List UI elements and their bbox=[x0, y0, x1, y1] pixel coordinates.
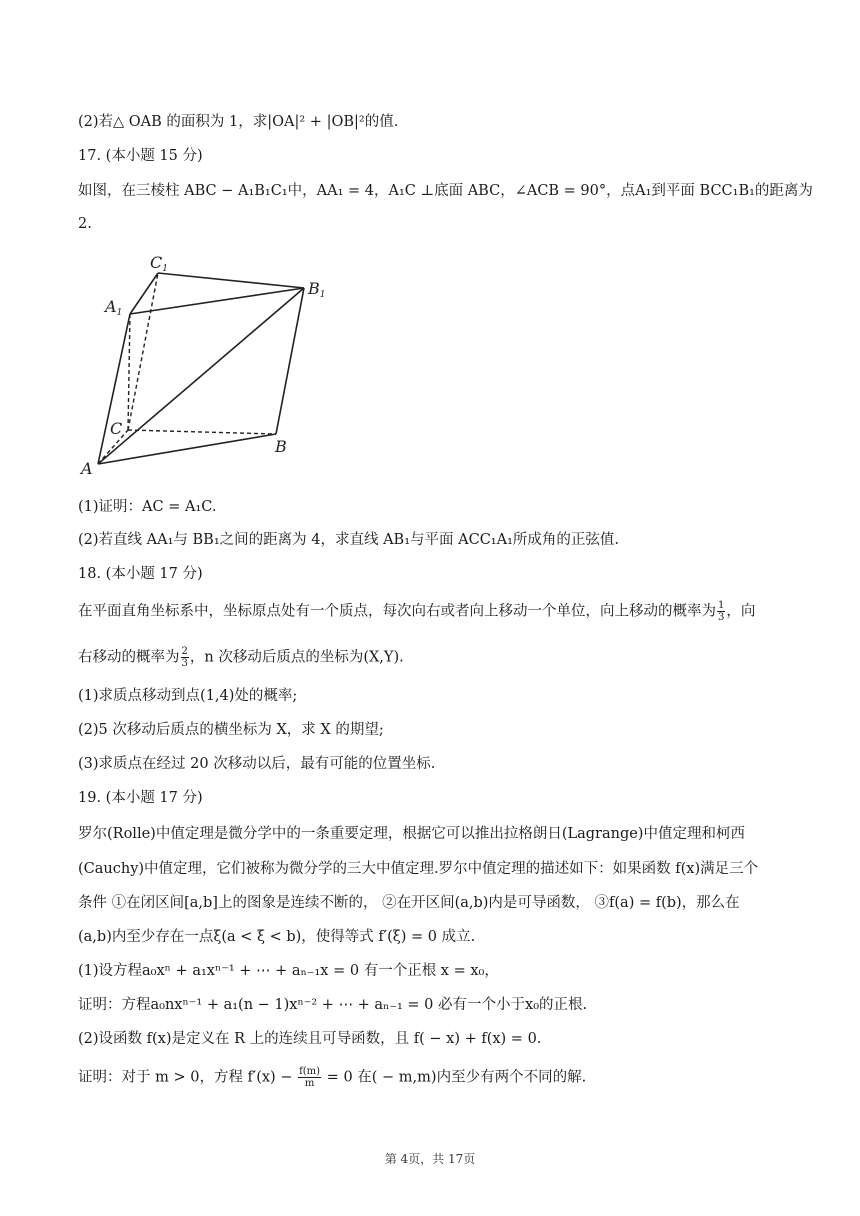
q17-header: 17. (本小题 15 分) bbox=[78, 148, 203, 164]
q18-part1: (1)求质点移动到点(1,4)处的概率; bbox=[78, 688, 298, 704]
q19-stem-line4: (a,b)内至少存在一点ξ(a < ξ < b)，使得等式 f′(ξ) = 0 成立. bbox=[78, 929, 476, 945]
edge-a-b1 bbox=[98, 288, 304, 464]
edge-a1-c1 bbox=[130, 273, 158, 314]
page-footer: 第 4页，共 17页 bbox=[384, 1152, 476, 1166]
q18-stem-line1: 在平面直角坐标系中，坐标原点处有一个质点，每次向右或者向上移动一个单位，向上移动的概率为 $\frac{1}{3}$ ，向 bbox=[78, 600, 756, 623]
fraction-up: $\frac{1}{3}$ bbox=[718, 600, 725, 623]
q18-part2: (2)5 次移动后质点的横坐标为 X，求 X 的期望; bbox=[78, 722, 384, 738]
fraction-right: $\frac{2}{3}$ bbox=[181, 646, 188, 669]
q17-part1: (1)证明：AC = A₁C. bbox=[78, 499, 217, 515]
q16-part2: (2)若△ OAB 的面积为 1，求|OA|² + |OB|²的值. bbox=[78, 114, 399, 130]
q19-part2-line2: 证明：对于 m > 0，方程 f′(x) − $\frac{f(m)}{m}$ = 0 在( − m,m)内至少有两个不同的解. bbox=[78, 1066, 587, 1089]
edge-a-b bbox=[98, 434, 276, 464]
q18-part3: (3)求质点在经过 20 次移动以后，最有可能的位置坐标. bbox=[78, 756, 436, 772]
q19-header: 19. (本小题 17 分) bbox=[78, 790, 203, 806]
q18-header: 18. (本小题 17 分) bbox=[78, 566, 203, 582]
q19-stem-line2: (Cauchy)中值定理，它们被称为微分学的三大中值定理.罗尔中值定理的描述如下：如果函数 f(x)满足三个 bbox=[78, 861, 759, 877]
label-a1: A1 bbox=[105, 297, 123, 318]
label-c1: C1 bbox=[150, 253, 168, 274]
label-b1: B1 bbox=[308, 279, 326, 300]
q18-stem-line2: 右移动的概率为 $\frac{2}{3}$ ，n 次移动后质点的坐标为(X,Y). bbox=[78, 646, 404, 669]
q17-stem-line1: 如图，在三棱柱 ABC − A₁B₁C₁中，AA₁ = 4，A₁C ⊥底面 ABC，∠ACB = 90°，点A₁到平面 BCC₁B₁的距离为 bbox=[78, 183, 813, 199]
q19-part1-line2: 证明：方程a₀nxⁿ⁻¹ + a₁(n − 1)xⁿ⁻² + ⋯ + aₙ₋₁ = 0 必有一个小于x₀的正根. bbox=[78, 997, 588, 1013]
edge-c-c1 bbox=[128, 273, 158, 430]
edge-c-b bbox=[128, 430, 276, 434]
q19-stem-line1: 罗尔(Rolle)中值定理是微分学中的一条重要定理，根据它可以推出拉格朗日(Lagrange)中值定理和柯西 bbox=[78, 826, 745, 842]
q17-part2: (2)若直线 AA₁与 BB₁之间的距离为 4，求直线 AB₁与平面 ACC₁A₁所成角的正弦值. bbox=[78, 532, 619, 548]
q17-stem-line2: 2. bbox=[78, 216, 92, 232]
fraction-fm-over-m: $\frac{f(m)}{m}$ bbox=[299, 1066, 321, 1089]
edge-b-b1 bbox=[276, 288, 304, 434]
q19-part2-line1: (2)设函数 f(x)是定义在 R 上的连续且可导函数，且 f( − x) + f(x) = 0. bbox=[78, 1031, 542, 1047]
prism-figure bbox=[78, 248, 348, 484]
edge-c1-b1 bbox=[158, 273, 304, 288]
q19-part1-line1: (1)设方程a₀xⁿ + a₁xⁿ⁻¹ + ⋯ + aₙ₋₁x = 0 有一个正根 x = x₀， bbox=[78, 963, 499, 979]
label-b: B bbox=[275, 437, 287, 456]
label-c: C bbox=[110, 419, 123, 438]
label-a: A bbox=[81, 459, 93, 478]
edge-a1-c bbox=[128, 314, 130, 430]
q19-stem-line3: 条件 ①在闭区间[a,b]上的图象是连续不断的， ②在开区间(a,b)内是可导函数， ③f(a) = f(b)，那么在 bbox=[78, 895, 740, 911]
